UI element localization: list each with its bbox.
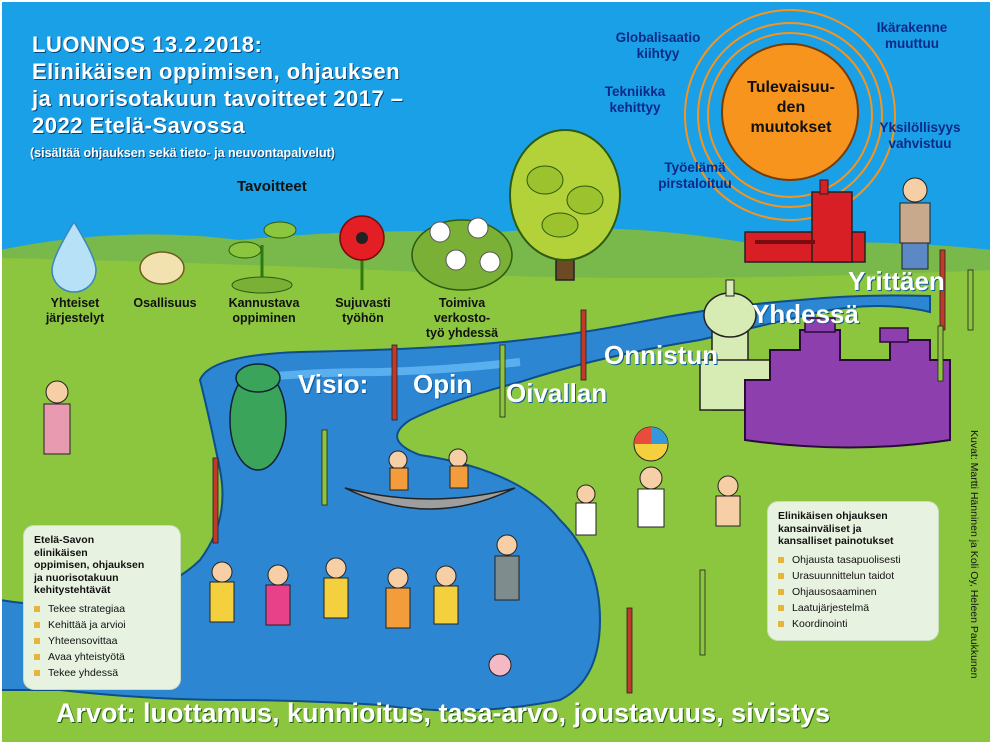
list-item-text: Laatujärjestelmä <box>792 601 870 614</box>
future-globalisaatio <box>598 30 718 62</box>
goal-label-line: Yhteiset <box>50 296 100 310</box>
list-item-text: Koordinointi <box>792 617 848 630</box>
future-ikarakenne <box>862 20 962 52</box>
goal-label-kannustava <box>222 296 306 326</box>
title-line-3: ja nuorisotakuun tavoitteet 2017 – <box>32 86 404 111</box>
future-line: Työelämä <box>664 160 726 175</box>
bullet-icon <box>778 621 784 627</box>
values-line <box>56 698 830 729</box>
vision-word-onnistun: Onnistun <box>604 340 719 370</box>
sun-label <box>732 78 850 138</box>
vision-word-oivallan: Oivallan <box>506 378 608 408</box>
vision-label: Visio: <box>298 369 369 399</box>
list-item <box>778 584 928 600</box>
list-item <box>778 600 928 616</box>
bullet-icon <box>34 654 40 660</box>
seal-icon <box>230 364 286 470</box>
bullet-icon <box>778 589 784 595</box>
goal-label-line: järjestelyt <box>45 311 105 325</box>
future-line: pirstaloituu <box>658 176 732 191</box>
list-item <box>34 601 170 617</box>
future-line: muuttuu <box>885 36 939 51</box>
future-line: Yksilöllisyys <box>879 120 961 135</box>
bullet-icon <box>34 638 40 644</box>
future-line: Ikärakenne <box>876 20 948 35</box>
goal-label-osallisuus <box>122 296 208 311</box>
right-box-list <box>778 552 928 632</box>
title-line-4: 2022 Etelä-Savossa <box>32 113 246 138</box>
future-line: Globalisaatio <box>615 30 701 45</box>
values-label: Arvot: <box>56 698 136 728</box>
goals-heading: Tavoitteet <box>237 178 307 195</box>
future-line: kehittyy <box>609 100 661 115</box>
box-title-line: kansalliset painotukset <box>778 535 894 547</box>
image-credit: Kuvat: Martti Hänninen ja Koli Oy, Heleen Paukkunen <box>968 430 980 679</box>
box-title-line: Elinikäisen ohjauksen <box>778 510 888 522</box>
seed-icon <box>140 252 184 284</box>
future-line: Tekniikka <box>604 84 666 99</box>
list-item-text: Tekee strategiaa <box>48 602 126 615</box>
box-title-line: kansainväliset ja <box>778 522 862 535</box>
goal-label-line: oppiminen <box>232 311 296 325</box>
title-line-2: Elinikäisen oppimisen, ohjauksen <box>32 59 401 84</box>
goal-label-line: Sujuvasti <box>335 296 391 310</box>
sun-label-line: den <box>776 99 806 116</box>
bullet-icon <box>34 622 40 628</box>
values-text: luottamus, kunnioitus, tasa-arvo, joustavuus, sivistys <box>143 698 831 728</box>
list-item <box>778 616 928 632</box>
box-title-line: Etelä-Savon <box>34 534 95 546</box>
future-tekniikka <box>590 84 680 116</box>
box-title-line: kehitystehtävät <box>34 584 111 596</box>
list-item <box>34 633 170 649</box>
goal-label-line: Osallisuus <box>133 296 197 310</box>
sun-label-line: muutokset <box>750 119 832 136</box>
goal-label-line: työ yhdessä <box>425 326 499 340</box>
goal-label-toimiva <box>420 296 504 341</box>
goal-label-line: Toimiva <box>438 296 486 310</box>
list-item <box>778 552 928 568</box>
list-item-text: Tekee yhdessä <box>48 666 119 679</box>
box-title-line: oppimisen, ohjauksen <box>34 559 145 571</box>
future-yksilollisyys <box>864 120 976 152</box>
goal-label-line: verkosto- <box>433 311 491 325</box>
future-line: kiihtyy <box>636 46 680 61</box>
box-title-line: elinikäisen <box>34 546 88 559</box>
goal-label-line: Kannustava <box>228 296 300 310</box>
subtitle: (sisältää ohjauksen sekä tieto- ja neuvontapalvelut) <box>30 146 335 160</box>
bullet-icon <box>778 605 784 611</box>
vision-word-yrittaen: Yrittäen <box>848 266 945 296</box>
left-box-list <box>34 601 170 681</box>
list-item-text: Kehittää ja arvioi <box>48 618 126 631</box>
list-item-text: Ohjausosaaminen <box>792 585 877 598</box>
list-item <box>778 568 928 584</box>
left-box-title <box>34 534 170 597</box>
goal-label-sujuvasti <box>327 296 399 326</box>
goal-label-yhteiset <box>40 296 110 326</box>
left-info-box <box>24 526 180 689</box>
list-item-text: Ohjausta tasapuolisesti <box>792 553 901 566</box>
vision-word-yhdessa: Yhdessä <box>752 299 859 329</box>
bullet-icon <box>778 557 784 563</box>
right-box-title <box>778 510 928 548</box>
bullet-icon <box>34 670 40 676</box>
list-item-text: Urasuunnittelun taidot <box>792 569 895 582</box>
vision-word-opin: Opin <box>413 369 473 399</box>
future-line: vahvistuu <box>888 136 952 151</box>
list-item-text: Avaa yhteistyötä <box>48 650 125 663</box>
future-tyoelama <box>640 160 750 192</box>
right-info-box <box>768 502 938 640</box>
list-item <box>34 665 170 681</box>
sun-label-line: Tulevaisuu- <box>747 79 835 96</box>
box-title-line: ja nuorisotakuun <box>34 571 119 584</box>
list-item <box>34 617 170 633</box>
title-line-1: LUONNOS 13.2.2018: <box>32 32 263 57</box>
title <box>32 31 404 139</box>
beach-ball-icon <box>634 427 668 461</box>
list-item <box>34 649 170 665</box>
bullet-icon <box>34 606 40 612</box>
bullet-icon <box>778 573 784 579</box>
list-item-text: Yhteensovittaa <box>48 634 118 647</box>
goal-label-line: työhön <box>342 311 384 325</box>
